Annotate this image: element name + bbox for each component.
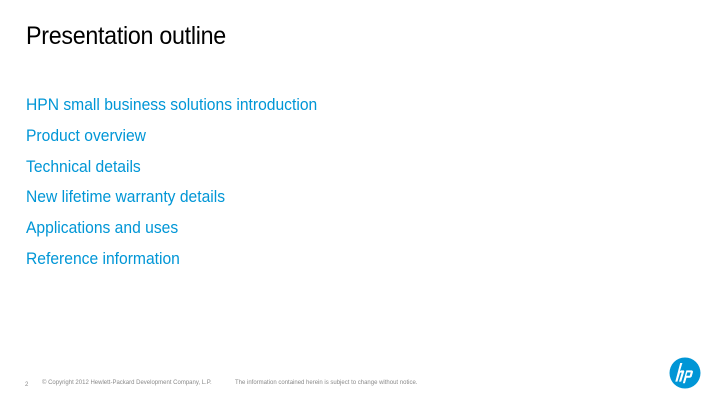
outline-item: New lifetime warranty details (26, 187, 226, 207)
outline-item: HPN small business solutions introduction (26, 95, 318, 114)
outline-list (26, 94, 343, 279)
outline-item: Applications and uses (26, 218, 179, 238)
outline-item: Product overview (26, 125, 146, 145)
outline-item: Reference information (26, 248, 180, 268)
footer (0, 376, 720, 390)
page-number: 2 (25, 382, 29, 388)
copyright-notice: © Copyright 2012 Hewlett-Packard Development Company, L.P. (42, 380, 212, 386)
slide-title: Presentation outline (26, 22, 226, 50)
disclaimer-notice: The information contained herein is subject to change without notice. (235, 380, 418, 386)
outline-item: Technical details (26, 156, 141, 176)
hp-logo-icon (669, 357, 701, 389)
